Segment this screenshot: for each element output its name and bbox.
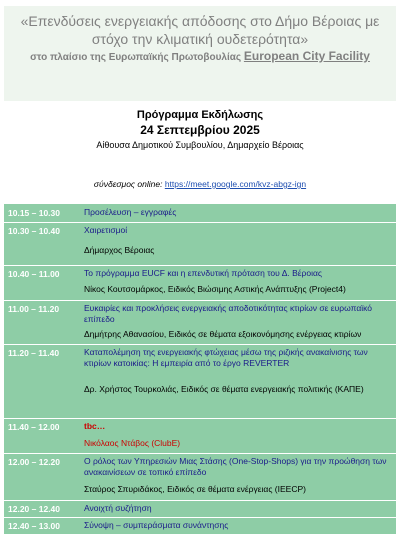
- agenda-row-6: [4, 418, 396, 454]
- agenda-speaker: Σταύρος Σπυριδάκος, Ειδικός σε θέματα ενέργειας (IEECP): [84, 484, 306, 494]
- subtitle-eucf: European City Facility: [243, 49, 370, 63]
- agenda-row-9: [4, 517, 396, 534]
- agenda-time: 10.30 – 10.40: [8, 226, 60, 236]
- link-label: σύνδεσμος online:: [93, 179, 165, 189]
- online-link-line: [0, 179, 400, 190]
- agenda-time: 12.20 – 12.40: [8, 504, 60, 514]
- programme-heading: Πρόγραμμα Εκδήλωσης: [136, 109, 264, 121]
- event-date: 24 Σεπτεμβρίου 2025: [140, 123, 260, 137]
- agenda-time: 11.20 – 11.40: [8, 348, 60, 358]
- event-venue: Αίθουσα Δημοτικού Συμβουλίου, Δημαρχείο Βέροιας: [96, 140, 304, 150]
- agenda-desc: Το πρόγραμμα EUCF και η επενδυτική πρόταση του Δ. Βέροιας: [84, 268, 323, 278]
- agenda-row-1: [4, 204, 396, 223]
- page-title: «Επενδύσεις ενεργειακής απόδοσης στο Δήμο Βέροιας με στόχο την κλιματική ουδετερότητα»: [20, 13, 380, 47]
- agenda-time: 12.40 – 13.00: [8, 521, 60, 531]
- agenda-desc: Προσέλευση – εγγραφές: [84, 207, 177, 217]
- subtitle-prefix: στο πλαίσιο της Ευρωπαϊκής Πρωτοβουλίας: [30, 52, 244, 63]
- agenda-row-7: [4, 453, 396, 501]
- agenda-time: 10.40 – 11.00: [8, 269, 60, 279]
- agenda-row-2: [4, 222, 396, 266]
- agenda-desc: Ο ρόλος των Υπηρεσιών Μιας Στάσης (One-Stop-Shops) για την προώθηση των ανακαινίσεων σε τοπικό επίπεδο: [84, 456, 387, 477]
- agenda-row-5: [4, 344, 396, 419]
- agenda-speaker: Δημήτρης Αθανασίου, Ειδικός σε θέματα εξοικονόμησης ενέργειας κτιρίων: [84, 329, 362, 339]
- agenda-time: 12.00 – 12.20: [8, 457, 60, 467]
- agenda-time: 10.15 – 10.30: [8, 208, 60, 218]
- agenda-desc: Καταπολέμηση της ενεργειακής φτώχειας μέσω της ριζικής ανακαίνισης των κτιρίων κατοικίας: Η εμπειρία από το έργο REVERTER: [84, 347, 368, 368]
- agenda-row-4: [4, 300, 396, 345]
- agenda-desc: Σύνοψη – συμπεράσματα συνάντησης: [84, 520, 229, 530]
- agenda-speaker: Νίκος Κουτσομάρκος, Ειδικός Βιώσιμης Αστικής Ανάπτυξης (Project4): [84, 284, 346, 294]
- agenda-speaker: Δήμαρχος Βέροιας: [84, 245, 155, 255]
- meet-link[interactable]: https://meet.google.com/kvz-abgz-ign: [164, 179, 307, 189]
- agenda-speaker: Δρ. Χρήστος Τουρκολιάς, Ειδικός σε θέματα ενεργειακής πολιτικής (ΚΑΠΕ): [84, 384, 364, 394]
- agenda-row-3: [4, 265, 396, 301]
- agenda-desc: Χαιρετισμοί: [84, 225, 128, 235]
- agenda-desc: Ευκαιρίες και προκλήσεις ενεργειακής αποδοτικότητας κτιρίων σε ευρωπαϊκό επίπεδο: [84, 303, 373, 324]
- agenda-speaker: Νικόλαος Ντάβος (ClubE): [84, 438, 181, 448]
- agenda-desc: tbc…: [84, 421, 106, 431]
- agenda-row-8: [4, 500, 396, 518]
- agenda-time: 11.00 – 11.20: [8, 304, 60, 314]
- agenda-time: 11.40 – 12.00: [8, 422, 60, 432]
- page-subtitle: [8, 49, 392, 65]
- agenda-table: [4, 204, 396, 534]
- agenda-desc: Ανοιχτή συζήτηση: [84, 503, 152, 513]
